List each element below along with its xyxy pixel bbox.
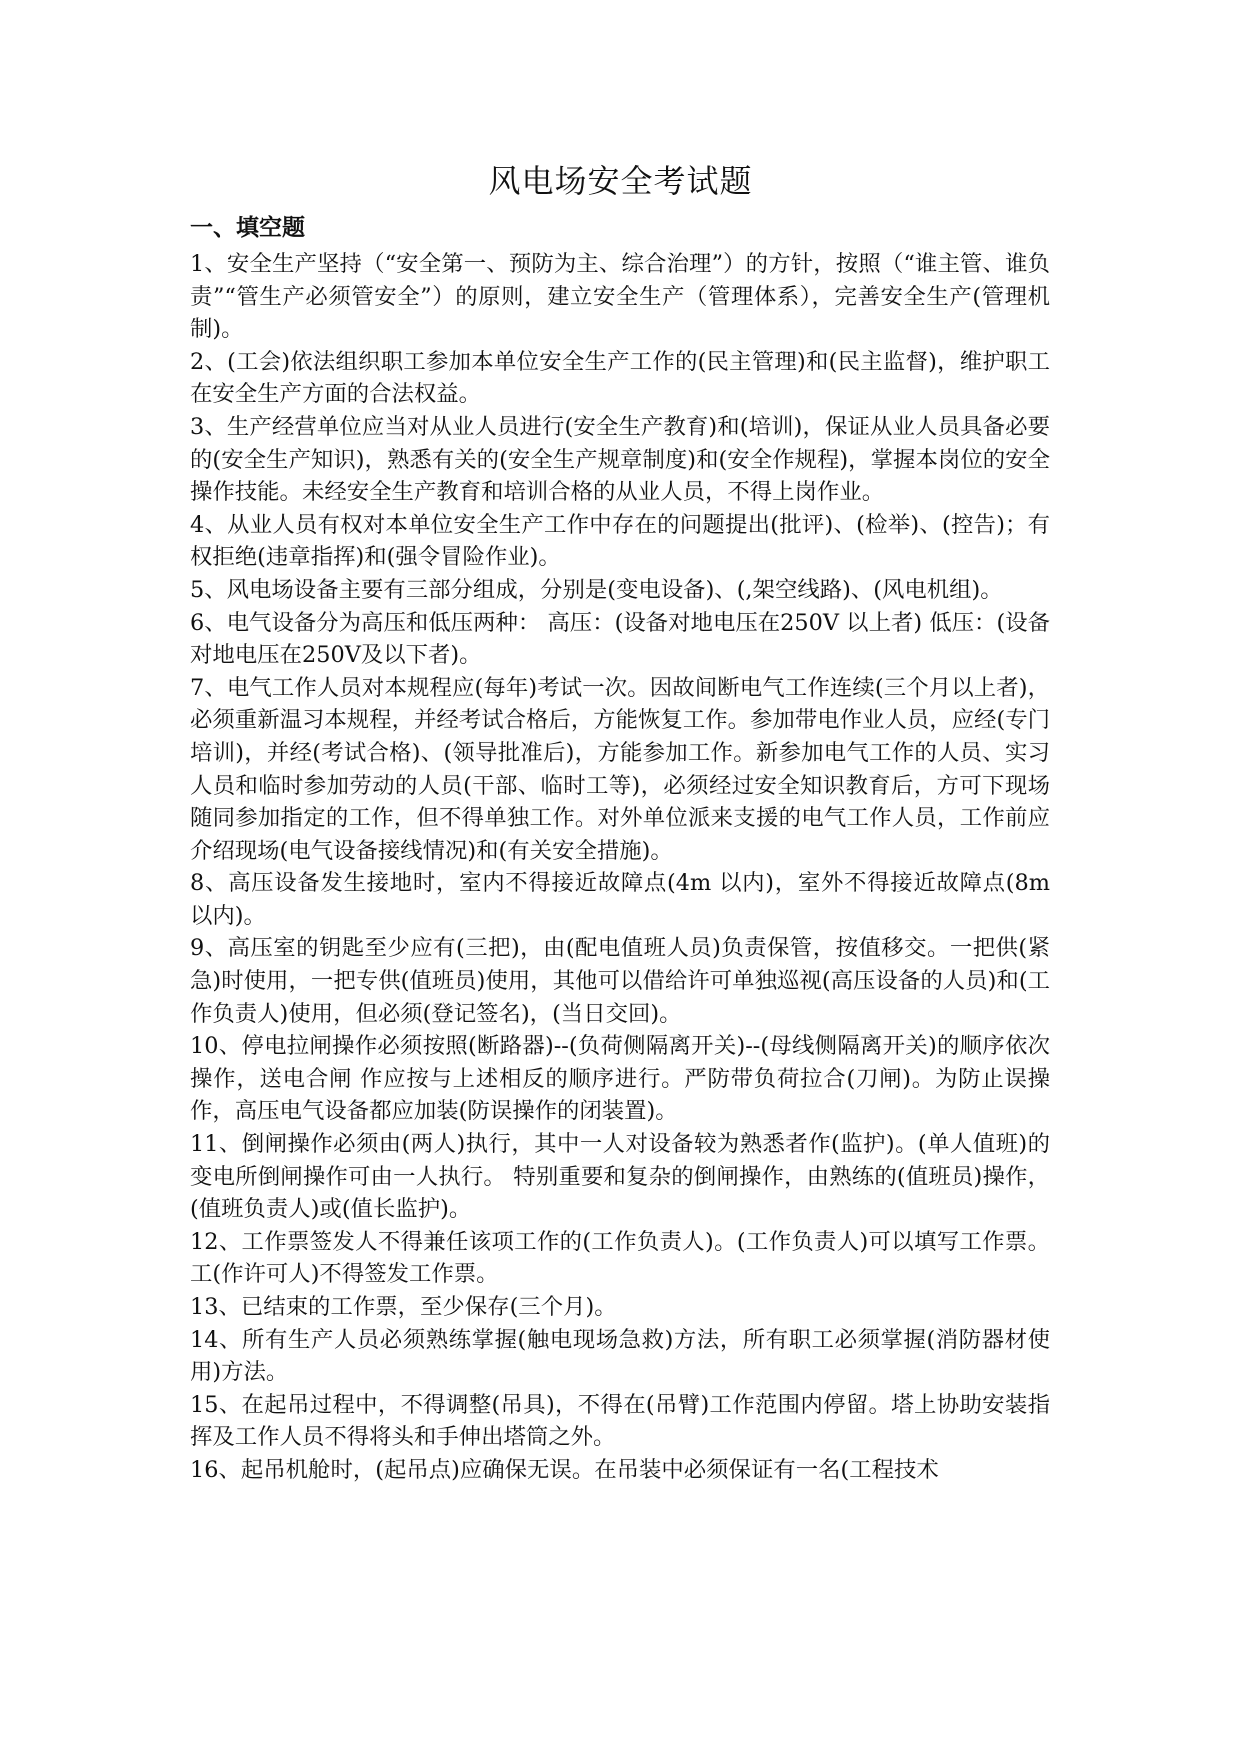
question-paragraph-2: 2、(工会)依法组织职工参加本单位安全生产工作的(民主管理)和(民主监督)，维护职工在安全生产方面的合法权益。 (190, 348, 1050, 408)
question-paragraph-6: 6、电气设备分为高压和低压两种： 高压：(设备对地电压在250V 以上者) 低压：(设备对地电压在250V及以下者)。 (190, 609, 1050, 669)
question-paragraph-13: 13、已结束的工作票，至少保存(三个月)。 (190, 1294, 617, 1320)
question-paragraph-1: 1、安全生产坚持（“安全第一、预防为主、综合治理”）的方针，按照（“谁主管、谁负责”“管生产必须管安全”）的原则，建立安全生产（管理体系），完善安全生产(管理机制)。 (190, 251, 1050, 343)
document-body (190, 248, 1050, 1487)
question-paragraph-5: 5、风电场设备主要有三部分组成，分别是(变电设备)、(,架空线路)、(风电机组)。 (190, 576, 1003, 603)
question-paragraph-10: 10、停电拉闸操作必须按照(断路器)--(负荷侧隔离开关)--(母线侧隔离开关)的顺序依次操作，送电合闸 作应按与上述相反的顺序进行。严防带负荷拉合(刀闸)。为防止误操作，高压电气设备都应加装(防误操作的闭装置)。 (190, 1033, 1050, 1125)
question-paragraph-11: 11、倒闸操作必须由(两人)执行，其中一人对设备较为熟悉者作(监护)。(单人值班)的变电所倒闸操作可由一人执行。 特别重要和复杂的倒闸操作，由熟练的(值班员)操作，(值班负责人)或(值长监护)。 (190, 1131, 1050, 1223)
question-paragraph-3: 3、生产经营单位应当对从业人员进行(安全生产教育)和(培训)，保证从业人员具备必要的(安全生产知识)，熟悉有关的(安全生产规章制度)和(安全作规程)，掌握本岗位的安全操作技能。未经安全生产教育和培训合格的从业人员，不得上岗作业。 (190, 413, 1050, 506)
document-title: 风电场安全考试题 (488, 162, 753, 200)
section-heading: 一、填空题 (190, 215, 305, 241)
question-paragraph-12: 12、工作票签发人不得兼任该项工作的(工作负责人)。(工作负责人)可以填写工作票。工(作许可人)不得签发工作票。 (190, 1228, 1050, 1288)
question-paragraph-15: 15、在起吊过程中，不得调整(吊具)，不得在(吊臂)工作范围内停留。塔上协助安装指挥及工作人员不得将头和手伸出塔筒之外。 (190, 1391, 1050, 1451)
question-paragraph-16: 16、起吊机舱时，(起吊点)应确保无误。在吊装中必须保证有一名(工程技术 (190, 1456, 939, 1483)
question-paragraph-8: 8、高压设备发生接地时，室内不得接近故障点(4m 以内)，室外不得接近故障点(8m 以内)。 (190, 870, 1050, 929)
question-paragraph-7: 7、电气工作人员对本规程应(每年)考试一次。因故间断电气工作连续(三个月以上者)，必须重新温习本规程，并经考试合格后，方能恢复工作。参加带电作业人员，应经(专门培训)，并经(考试合格)、(领导批准后)，方能参加工作。新参加电气工作的人员、实习人员和临时参加劳动的人员(干部、临时工等)，必须经过安全知识教育后，方可下现场随同参加指定的工作，但不得单独工作。对外单位派来支援的电气工作人员，工作前应介绍现场(电气设备接线情况)和(有关安全措施)。 (190, 674, 1050, 864)
question-paragraph-4: 4、从业人员有权对本单位安全生产工作中存在的问题提出(批评)、(检举)、(控告)；有权拒绝(违章指挥)和(强令冒险作业)。 (190, 511, 1050, 571)
question-paragraph-14: 14、所有生产人员必须熟练掌握(触电现场急救)方法，所有职工必须掌握(消防器材使用)方法。 (190, 1326, 1050, 1386)
question-paragraph-9: 9、高压室的钥匙至少应有(三把)，由(配电值班人员)负责保管，按值移交。一把供(紧急)时使用，一把专供(值班员)使用，其他可以借给许可单独巡视(高压设备的人员)和(工作负责人)使用，但必须(登记签名)，(当日交回)。 (190, 935, 1050, 1027)
